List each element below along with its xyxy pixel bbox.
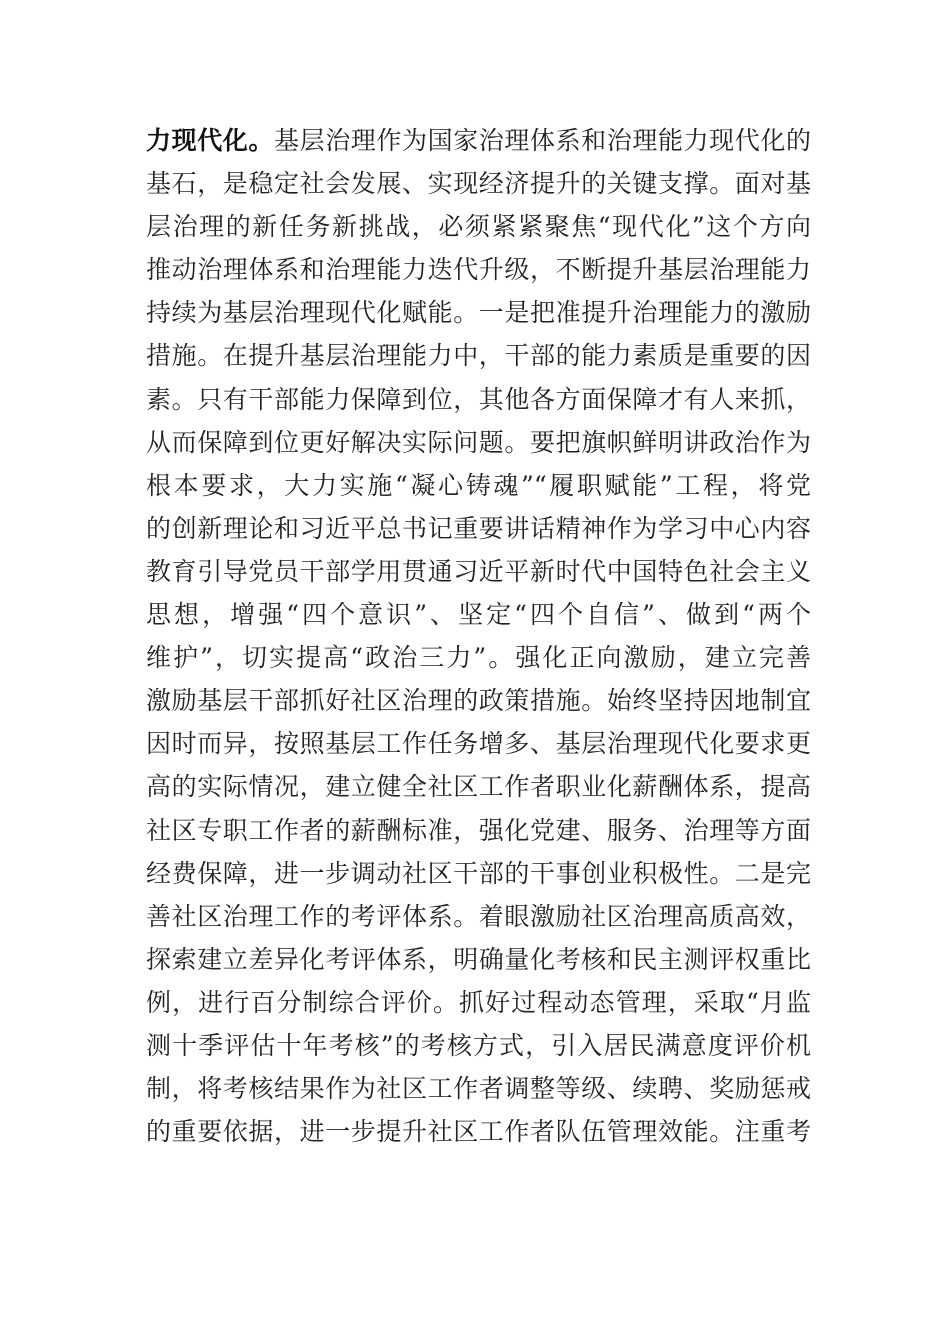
text-line-14: 激励基层干部抓好社区治理的政策措施。始终坚持因地制宜 — [146, 686, 811, 716]
text-line-4: 推动治理体系和治理能力迭代升级，不断提升基层治理能力 — [146, 255, 811, 285]
text-line-8: 从而保障到位更好解决实际问题。要把旗帜鲜明讲政治作为 — [146, 427, 811, 457]
body-paragraph — [146, 119, 811, 1153]
text-line-5: 持续为基层治理现代化赋能。一是把准提升治理能力的激励 — [146, 298, 811, 328]
text-line-22: 测十季评估十年考核”的考核方式，引入居民满意度评价机 — [146, 1030, 811, 1060]
text-line-1 — [146, 119, 811, 162]
text-line-18: 经费保障，进一步调动社区干部的干事创业积极性。二是完 — [146, 858, 811, 888]
text-line-15: 因时而异，按照基层工作任务增多、基层治理现代化要求更 — [146, 729, 811, 759]
text-line-7: 素。只有干部能力保障到位，其他各方面保障才有人来抓， — [146, 384, 811, 414]
text-line-13: 维护”，切实提高“政治三力”。强化正向激励，建立完善 — [146, 643, 811, 673]
text-line-6: 措施。在提升基层治理能力中，干部的能力素质是重要的因 — [146, 341, 811, 371]
bold-heading-fragment: 力现代化。 — [146, 126, 274, 155]
text-line-16: 高的实际情况，建立健全社区工作者职业化薪酬体系，提高 — [146, 772, 811, 802]
text-line-9: 根本要求，大力实施“凝心铸魂”“履职赋能”工程，将党 — [146, 470, 811, 500]
text-line-12: 思想，增强“四个意识”、坚定“四个自信”、做到“两个 — [146, 600, 811, 630]
text-line-10: 的创新理论和习近平总书记重要讲话精神作为学习中心内容 — [146, 513, 811, 543]
text-line-2: 基石，是稳定社会发展、实现经济提升的关键支撑。面对基 — [146, 169, 811, 199]
text-line-24: 的重要依据，进一步提升社区工作者队伍管理效能。注重考 — [146, 1117, 811, 1147]
text-line-20: 探索建立差异化考评体系，明确量化考核和民主测评权重比 — [146, 944, 811, 974]
text-line-21: 例，进行百分制综合评价。抓好过程动态管理，采取“月监 — [146, 987, 811, 1017]
text-line-17: 社区专职工作者的薪酬标准，强化党建、服务、治理等方面 — [146, 815, 811, 845]
text-line-3: 层治理的新任务新挑战，必须紧紧聚焦“现代化”这个方向 — [146, 212, 811, 242]
text-line-19: 善社区治理工作的考评体系。着眼激励社区治理高质高效， — [146, 901, 811, 931]
text-line-1-rest: 基层治理作为国家治理体系和治理能力现代化的 — [274, 126, 811, 155]
text-line-23: 制，将考核结果作为社区工作者调整等级、续聘、奖励惩戒 — [146, 1074, 811, 1104]
text-line-11: 教育引导党员干部学用贯通习近平新时代中国特色社会主义 — [146, 556, 811, 586]
